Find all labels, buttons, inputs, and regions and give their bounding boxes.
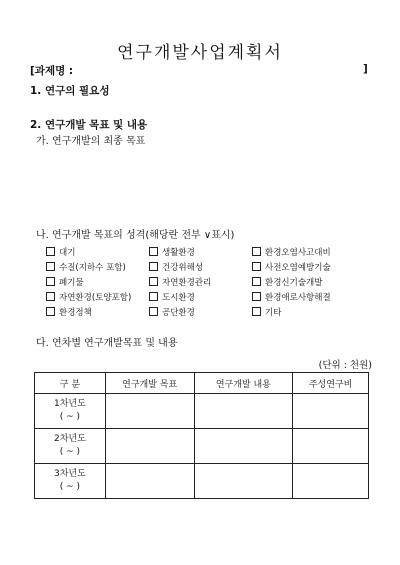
checkbox-option[interactable]: [252, 259, 355, 274]
checkbox-label: 사전오염예방기술: [265, 262, 331, 273]
column-header-budget: 주성연구비: [293, 373, 369, 394]
checkbox-option[interactable]: [149, 289, 252, 304]
checkbox-row: [46, 274, 376, 289]
checkbox-box[interactable]: [252, 247, 261, 256]
subsection-a-heading: 가. 연구개발의 최종 목표: [36, 136, 146, 147]
checkbox-option[interactable]: [46, 289, 149, 304]
year-label: 1차년도: [53, 399, 86, 409]
year-cell: [35, 429, 106, 464]
checkbox-label: 폐기물: [59, 277, 84, 288]
checkbox-label: 자연환경관리: [162, 277, 212, 288]
checkbox-option[interactable]: [252, 304, 355, 319]
subsection-c-heading: 다. 연차별 연구개발목표 및 내용: [36, 338, 178, 349]
year-cell: [35, 464, 106, 499]
goal-cell[interactable]: [105, 429, 194, 464]
table-row: [35, 429, 369, 464]
content-cell[interactable]: [194, 429, 293, 464]
project-name-label: [과제명 :: [30, 65, 74, 77]
checkbox-option[interactable]: [149, 259, 252, 274]
checkbox-box[interactable]: [149, 292, 158, 301]
budget-cell[interactable]: [293, 394, 369, 429]
checkbox-label: 환경애로사항해결: [265, 292, 331, 303]
checkbox-label: 환경신기술개발: [265, 277, 323, 288]
checkbox-option[interactable]: [46, 259, 149, 274]
checkbox-box[interactable]: [46, 262, 55, 271]
checkbox-option[interactable]: [252, 274, 355, 289]
checkbox-box[interactable]: [46, 247, 55, 256]
checkbox-label: 수질(지하수 포함): [59, 262, 126, 273]
checkbox-label: 대기: [59, 247, 76, 258]
checkbox-label: 자연환경(토양포함): [59, 292, 132, 303]
checkbox-row: [46, 244, 376, 259]
column-header-category: 구 분: [35, 373, 106, 394]
column-header-content: 연구개발 내용: [194, 373, 293, 394]
checkbox-option[interactable]: [149, 274, 252, 289]
checkbox-label: 도시환경: [162, 292, 195, 303]
checkbox-box[interactable]: [252, 277, 261, 286]
content-cell[interactable]: [194, 394, 293, 429]
table-header-row: [35, 373, 369, 394]
content-cell[interactable]: [194, 464, 293, 499]
checkbox-option[interactable]: [46, 274, 149, 289]
checkbox-row: [46, 259, 376, 274]
budget-cell[interactable]: [293, 464, 369, 499]
column-header-goal: 연구개발 목표: [105, 373, 194, 394]
checkbox-row: [46, 289, 376, 304]
checkbox-option[interactable]: [149, 244, 252, 259]
unit-label: (단위 : 천원): [318, 360, 372, 371]
year-period: ( ~ ): [59, 412, 81, 422]
research-nature-checkbox-grid: [46, 244, 376, 319]
budget-cell[interactable]: [293, 429, 369, 464]
checkbox-box[interactable]: [46, 292, 55, 301]
year-period: ( ~ ): [59, 482, 81, 492]
checkbox-box[interactable]: [252, 292, 261, 301]
table-row: [35, 464, 369, 499]
section-1-heading: 1. 연구의 필요성: [30, 85, 110, 97]
year-cell: [35, 394, 106, 429]
project-name-close-bracket: ]: [363, 63, 368, 75]
checkbox-option[interactable]: [46, 244, 149, 259]
checkbox-box[interactable]: [46, 277, 55, 286]
checkbox-box[interactable]: [149, 277, 158, 286]
section-2-heading: 2. 연구개발 목표 및 내용: [30, 119, 148, 131]
checkbox-label: 환경정책: [59, 307, 92, 318]
yearly-plan-table: [34, 372, 369, 499]
checkbox-row: [46, 304, 376, 319]
year-label: 3차년도: [53, 469, 86, 479]
checkbox-label: 기타: [265, 307, 282, 318]
year-period: ( ~ ): [59, 447, 81, 457]
checkbox-label: 생활환경: [162, 247, 195, 258]
goal-cell[interactable]: [105, 394, 194, 429]
year-label: 2차년도: [53, 434, 86, 444]
checkbox-box[interactable]: [252, 307, 261, 316]
table-row: [35, 394, 369, 429]
checkbox-option[interactable]: [46, 304, 149, 319]
checkbox-option[interactable]: [252, 289, 355, 304]
checkbox-box[interactable]: [252, 262, 261, 271]
checkbox-option[interactable]: [149, 304, 252, 319]
checkbox-box[interactable]: [149, 247, 158, 256]
checkbox-label: 건강위해성: [162, 262, 204, 273]
checkbox-label: 환경오염사고대비: [265, 247, 331, 258]
checkbox-label: 공단환경: [162, 307, 195, 318]
checkbox-box[interactable]: [149, 262, 158, 271]
checkbox-box[interactable]: [149, 307, 158, 316]
goal-cell[interactable]: [105, 464, 194, 499]
checkbox-box[interactable]: [46, 307, 55, 316]
document-title: 연구개발사업계획서: [117, 43, 283, 63]
checkbox-option[interactable]: [252, 244, 355, 259]
subsection-b-heading: 나. 연구개발 목표의 성격(해당란 전부 ∨표시): [36, 230, 235, 241]
